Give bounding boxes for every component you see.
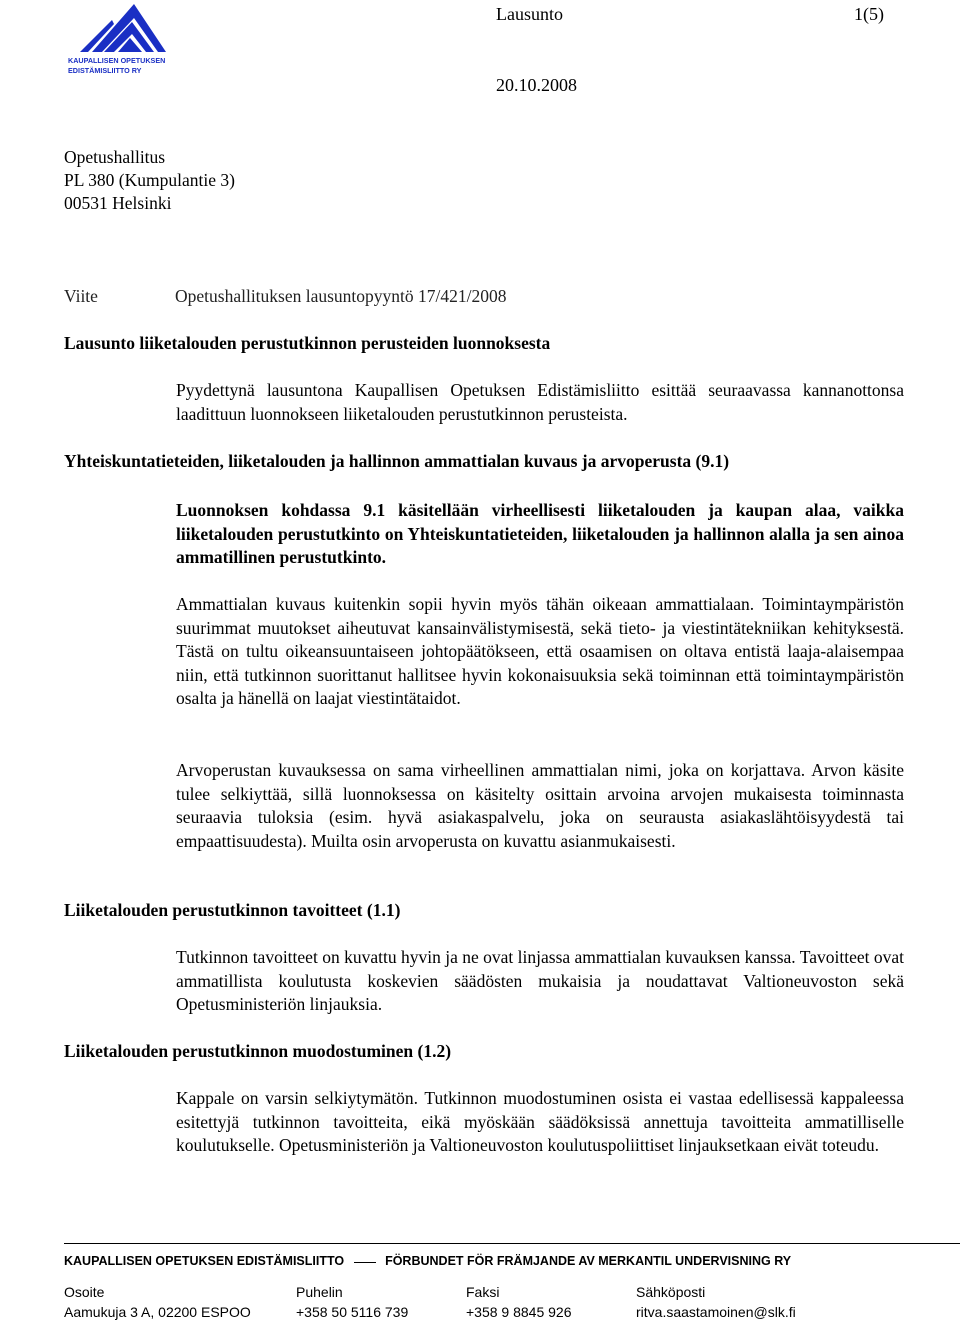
footer-email-label: Sähköposti	[636, 1284, 706, 1300]
footer-email-link[interactable]: ritva.saastamoinen@slk.fi	[636, 1304, 796, 1320]
footer-org-finnish: KAUPALLISEN OPETUKSEN EDISTÄMISLIITTO	[64, 1254, 345, 1268]
recipient-address	[64, 146, 235, 215]
reference-label: Viite	[64, 286, 98, 306]
document-date: 20.10.2008	[496, 75, 577, 95]
page-number: 1(5)	[854, 4, 884, 24]
footer-address: Aamukuja 3 A, 02200 ESPOO	[64, 1304, 251, 1320]
footer-org-swedish: FÖRBUNDET FÖR FRÄMJANDE AV MERKANTIL UNDERVISNING RY	[385, 1254, 792, 1268]
logo-text-line1: KAUPALLISEN OPETUKSEN	[68, 56, 166, 65]
paragraph-tavoitteet: Tutkinnon tavoitteet on kuvattu hyvin ja ne ovat linjassa ammattialan kuvauksen kanssa. Tavoitteet ovat ammatillista koulutusta koskevien säädösten mukaisia ja noudattavat Valtioneuvoston sekä Opetusministeriön linjauksia.	[176, 947, 904, 1014]
document-title: Lausunto liiketalouden perustutkinnon perusteiden luonnoksesta	[64, 333, 551, 353]
footer-org-separator	[354, 1261, 376, 1263]
recipient-postal: 00531 Helsinki	[64, 193, 172, 213]
section-heading-tavoitteet: Liiketalouden perustutkinnon tavoitteet (1.1)	[64, 900, 401, 920]
bold-paragraph-kohta-9-1: Luonnoksen kohdassa 9.1 käsitellään virheellisesti liiketalouden ja kaupan alaa, vaikka liiketalouden perustutkinto on Yhteiskuntatieteiden, liiketalouden ja hallinnon alalla ja sen ainoa ammatillinen perustutkinto.	[176, 500, 904, 567]
footer-divider	[64, 1243, 960, 1244]
footer-phone-label: Puhelin	[296, 1284, 343, 1300]
document-type: Lausunto	[496, 4, 563, 24]
footer-address-block	[64, 1282, 251, 1322]
footer-address-label: Osoite	[64, 1284, 105, 1300]
paragraph-muodostuminen: Kappale on varsin selkiytymätön. Tutkinnon muodostuminen osista ei vastaa edellisessä kappaleessa esitettyjä tutkinnon tavoitteita, eikä myöskään säädöksissä annettuja tavoitteita ammatilliselle koulutukselle. Opetusministeriön ja Valtioneuvoston koulutuspoliittiset linjauksetkaan eivät toteudu.	[176, 1088, 904, 1155]
recipient-name: Opetushallitus	[64, 147, 166, 167]
paragraph-arvoperusta: Arvoperustan kuvauksessa on sama virheellinen ammattialan nimi, joka on korjattava. Arvon käsite tulee selkiyttää, sillä luonnoksessa on käsitelty osittain arvoina arvojen mukaisesta toiminnasta seuraavia tuloksia (esim. hyvä asiakaspalvelu, joka on seurausta asiakaslähtöisyydestä tai empaattisuudesta). Muilta osin arvoperusta on kuvattu asianmukaisesti.	[176, 760, 904, 851]
section-heading-ammattiala: Yhteiskuntatieteiden, liiketalouden ja hallinnon ammattialan kuvaus ja arvoperusta (9.1)	[64, 451, 730, 471]
intro-paragraph: Pyydettynä lausuntona Kaupallisen Opetuksen Edistämisliitto esittää seuraavassa kannanottonsa laadittuun luonnokseen liiketalouden perustutkinnon perusteista.	[176, 380, 904, 424]
section-heading-muodostuminen: Liiketalouden perustutkinnon muodostuminen (1.2)	[64, 1041, 452, 1061]
footer-organization	[64, 1254, 791, 1268]
paragraph-ammattialan-kuvaus: Ammattialan kuvaus kuitenkin sopii hyvin myös tähän oikeaan ammattialaan. Toimintaympäristön suurimmat muutokset aiheutuvat kansainvälistymisestä, sekä tieto- ja viestintätekniikan kehityksestä. Tästä on tultu oikeansuuntaiseen johtopäätökseen, että osaamisen on oltava entistä laaja-alaisempaa niin, että tutkinnon suorittanut hallitsee hyvin kokonaisuuksia sekä toiminnan että toimintaympäristön osalta ja hänellä on laajat viestintätaidot.	[176, 594, 904, 708]
reference-value: Opetushallituksen lausuntopyyntö 17/421/2008	[175, 286, 507, 306]
footer-phone-block	[296, 1282, 408, 1322]
recipient-street: PL 380 (Kumpulantie 3)	[64, 170, 235, 190]
logo-text-line2: EDISTÄMISLIITTO RY	[68, 66, 142, 75]
footer-fax-block	[466, 1282, 572, 1322]
footer-fax-label: Faksi	[466, 1284, 500, 1300]
footer-fax: +358 9 8845 926	[466, 1304, 572, 1320]
footer-phone: +358 50 5116 739	[296, 1304, 409, 1320]
organization-logo	[62, 0, 174, 80]
footer-email-block	[636, 1282, 796, 1322]
logo-pyramid-mark	[80, 4, 166, 52]
